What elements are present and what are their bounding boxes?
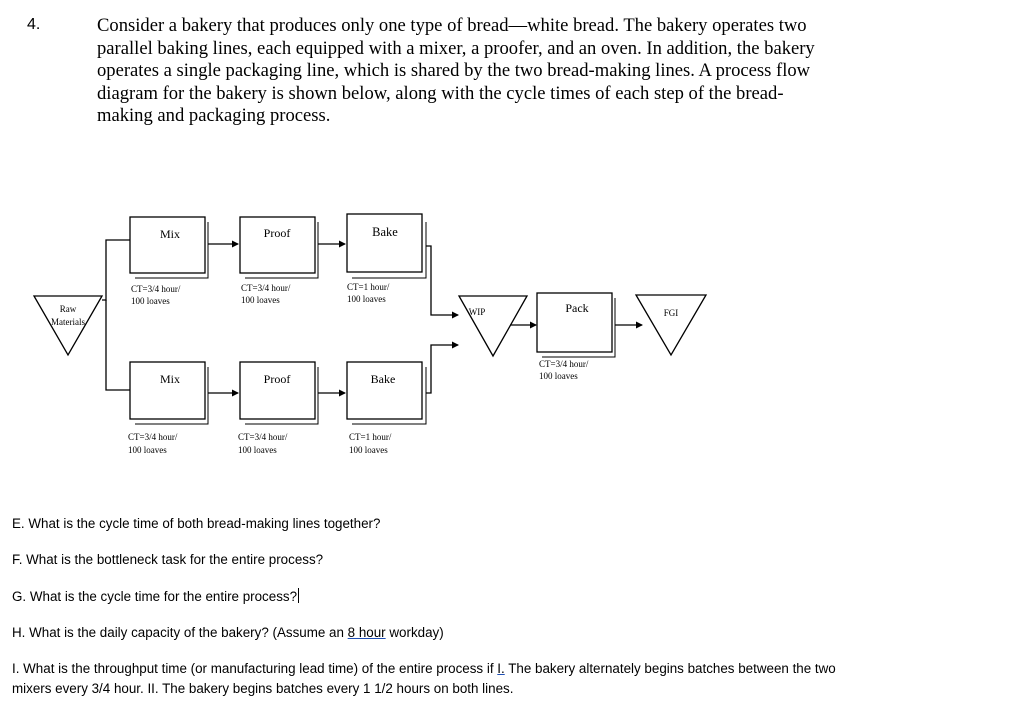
- bake-label: Bake: [372, 225, 398, 239]
- question-number: 4.: [27, 16, 41, 33]
- intro-line: Consider a bakery that produces only one type of bread—white bread. The bakery operates two: [97, 15, 807, 36]
- batch-size-label: 100 loaves: [347, 294, 386, 304]
- raw-materials-label: Materials: [51, 317, 85, 327]
- batch-size-label: 100 loaves: [131, 296, 170, 306]
- question-h-text: workday): [385, 625, 444, 640]
- cycle-time-label: CT=3/4 hour/: [539, 359, 589, 369]
- bake-box-bottom: [347, 362, 422, 419]
- question-h: [12, 623, 444, 643]
- wip-label: WIP: [468, 307, 486, 317]
- question-g: [12, 587, 299, 607]
- proof-label: Proof: [263, 372, 291, 386]
- fgi-label: FGI: [663, 308, 679, 318]
- batch-size-label: 100 loaves: [539, 371, 578, 381]
- bake-label: Bake: [370, 372, 396, 386]
- cycle-time-label: CT=3/4 hour/: [238, 432, 288, 442]
- intro-line: making and packaging process.: [97, 105, 331, 127]
- text-cursor: [298, 588, 299, 603]
- merge-connector: [426, 246, 458, 315]
- raw-materials-label: Raw: [59, 304, 77, 314]
- bake-box-top: [347, 214, 422, 272]
- wip-triangle: [459, 296, 527, 356]
- roman-one-underlined: I.: [497, 661, 505, 676]
- hours-underlined: 8 hour: [347, 625, 386, 640]
- batch-size-label: 100 loaves: [128, 445, 167, 455]
- proof-box-bottom: [240, 362, 315, 419]
- pack-label: Pack: [565, 301, 589, 315]
- mix-label: Mix: [159, 227, 181, 241]
- cycle-time-label: CT=1 hour/: [347, 282, 390, 292]
- cycle-time-label: CT=3/4 hour/: [241, 283, 291, 293]
- cycle-time-label: CT=3/4 hour/: [128, 432, 178, 442]
- cycle-time-label: CT=1 hour/: [349, 432, 392, 442]
- question-e: E. What is the cycle time of both bread-making lines together?: [12, 516, 381, 531]
- merge-connector: [426, 345, 458, 393]
- batch-size-label: 100 loaves: [241, 295, 280, 305]
- question-h-text: H. What is the daily capacity of the bakery? (Assume an: [12, 625, 348, 640]
- split-connector: [102, 240, 130, 300]
- question-i-continued: mixers every 3/4 hour. II. The bakery begins batches every 1 1/2 hours on both lines.: [12, 681, 514, 696]
- mix-box-bottom: [130, 362, 205, 419]
- proof-label: Proof: [263, 226, 291, 240]
- mix-box-top: [130, 217, 205, 273]
- batch-size-label: 100 loaves: [238, 445, 277, 455]
- mix-label: Mix: [159, 372, 181, 386]
- question-i-text: The bakery alternately begins batches between the two: [504, 661, 836, 676]
- fgi-triangle: [636, 295, 706, 355]
- question-g-text: G. What is the cycle time for the entire process?: [12, 589, 298, 604]
- question-i: [12, 659, 836, 679]
- batch-size-label: 100 loaves: [349, 445, 388, 455]
- question-f: F. What is the bottleneck task for the entire process?: [12, 552, 324, 567]
- cycle-time-label: CT=3/4 hour/: [131, 284, 181, 294]
- intro-line: parallel baking lines, each equipped with a mixer, a proofer, and an oven. In addition, the bakery: [97, 37, 815, 59]
- question-i-text: I. What is the throughput time (or manufacturing lead time) of the entire process if: [12, 661, 498, 676]
- intro-line: operates a single packaging line, which is shared by the two bread-making lines. A process flow: [97, 60, 811, 82]
- intro-line: diagram for the bakery is shown below, along with the cycle times of each step of the bread-: [97, 82, 784, 104]
- split-connector: [106, 300, 130, 390]
